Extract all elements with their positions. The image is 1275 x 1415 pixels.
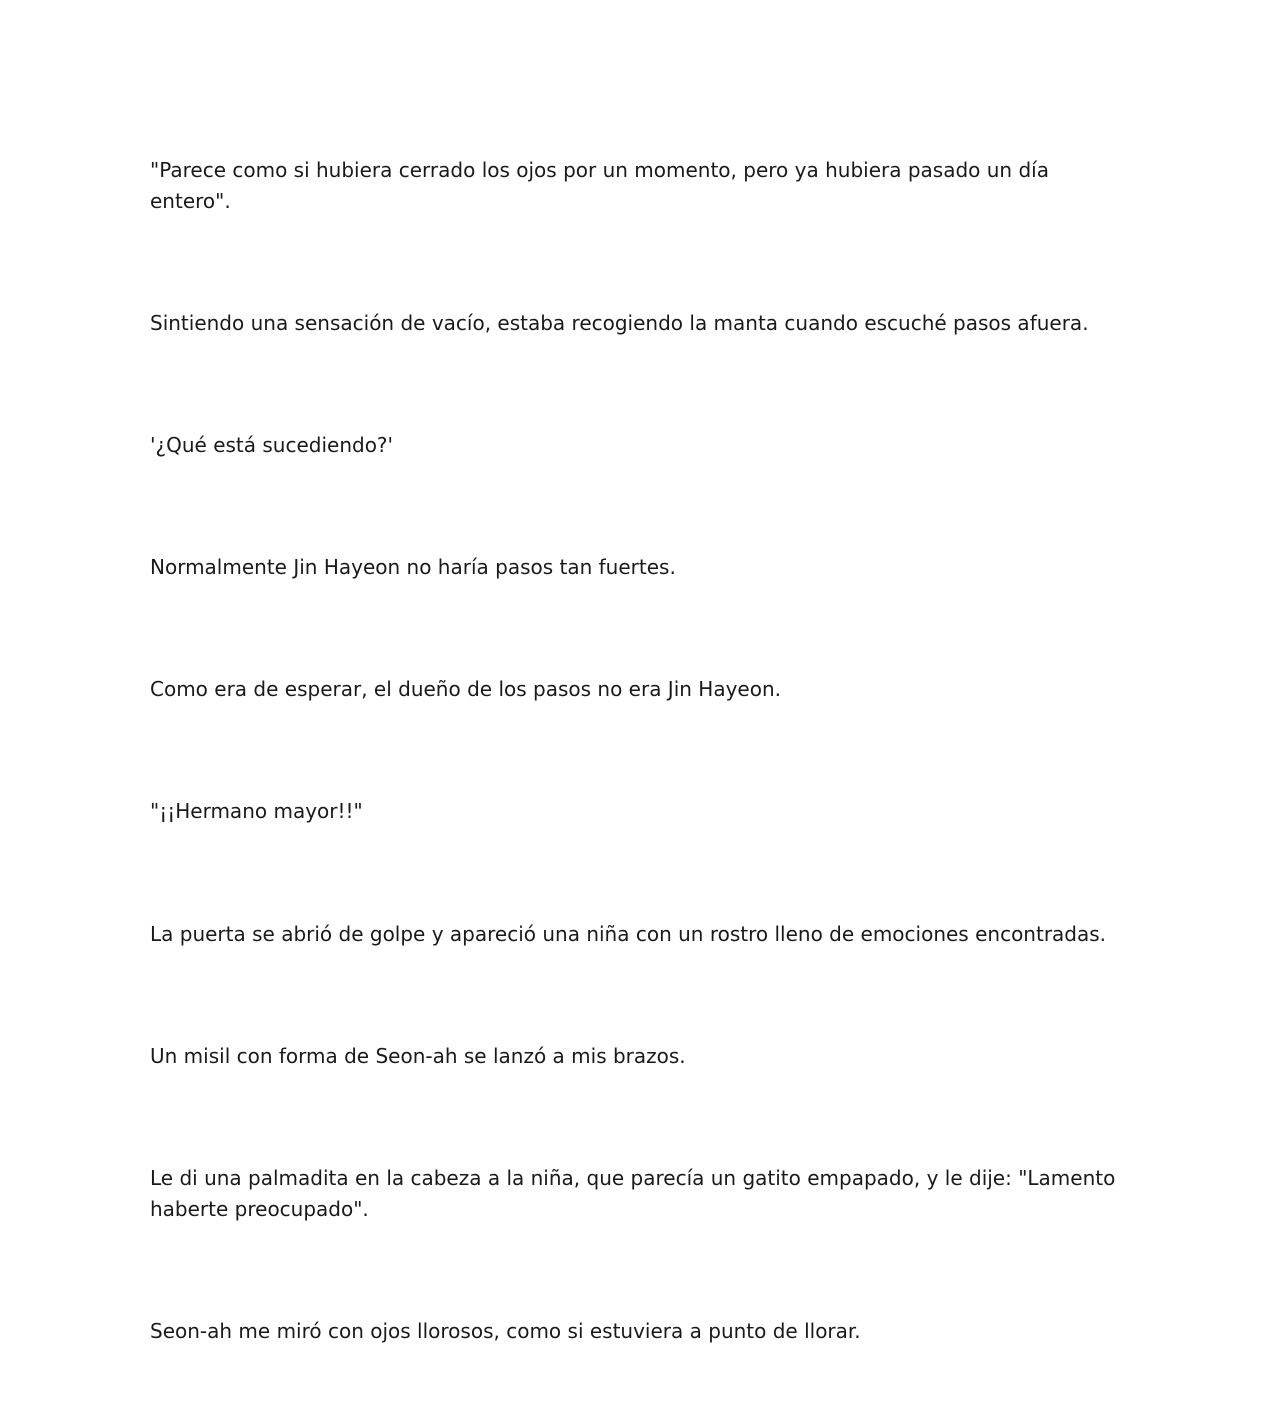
paragraph-9: Le di una palmadita en la cabeza a la niña, que parecía un gatito empapado, y le dije: "Lamento haberte preocupado". <box>150 1166 1116 1221</box>
paragraph-4: Normalmente Jin Hayeon no haría pasos tan fuertes. <box>150 555 676 579</box>
paragraph-6: "¡¡Hermano mayor!!" <box>150 799 363 823</box>
paragraph-3: '¿Qué está sucediendo?' <box>150 433 394 457</box>
paragraph-1: "Parece como si hubiera cerrado los ojos por un momento, pero ya hubiera pasado un día entero". <box>150 158 1049 213</box>
paragraph-2: Sintiendo una sensación de vacío, estaba recogiendo la manta cuando escuché pasos afuera. <box>150 311 1089 335</box>
paragraph-8: Un misil con forma de Seon-ah se lanzó a mis brazos. <box>150 1044 686 1068</box>
paragraph-10: Seon-ah me miró con ojos llorosos, como si estuviera a punto de llorar. <box>150 1319 861 1343</box>
paragraph-7: La puerta se abrió de golpe y apareció una niña con un rostro lleno de emociones encontradas. <box>150 922 1107 946</box>
paragraph-5: Como era de esperar, el dueño de los pasos no era Jin Hayeon. <box>150 677 781 701</box>
